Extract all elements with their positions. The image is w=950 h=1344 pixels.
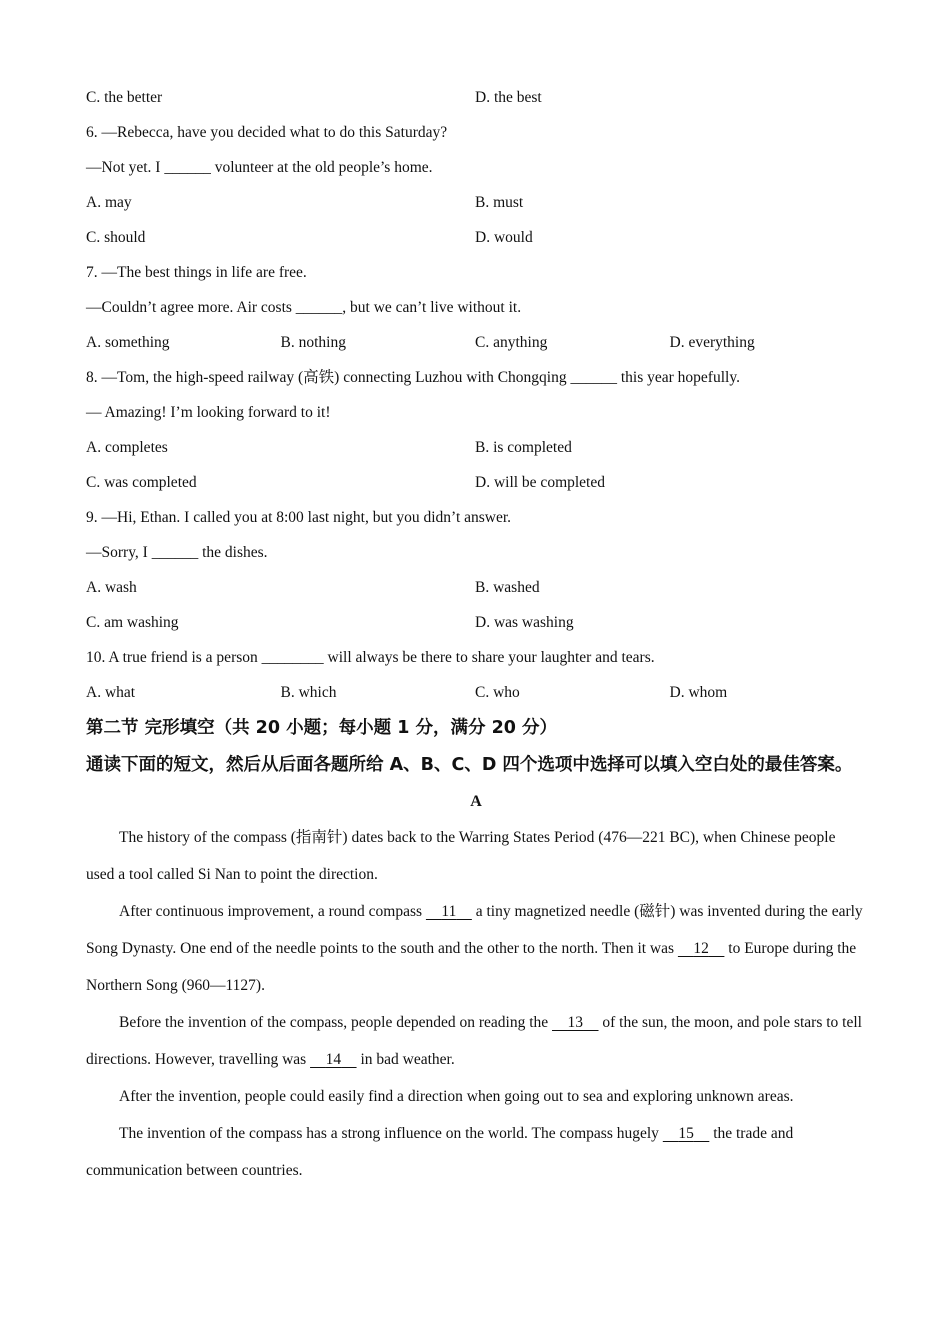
blank-15[interactable] xyxy=(663,1125,710,1142)
blank-number: 12 xyxy=(693,940,709,957)
q6-reply: —Not yet. I ______ volunteer at the old people’s home. xyxy=(86,159,433,176)
q9-option-b[interactable]: B. washed xyxy=(475,579,540,596)
q10-options xyxy=(86,675,866,710)
blank-11[interactable] xyxy=(426,903,472,920)
q6-options-ab xyxy=(86,185,866,220)
passage-paragraph-5 xyxy=(86,1115,866,1189)
q10-stem: 10. A true friend is a person ________ will always be there to share your laughter and tears. xyxy=(86,649,655,666)
blank-13[interactable] xyxy=(552,1014,599,1031)
passage-paragraph-3 xyxy=(86,1004,866,1078)
passage-paragraph-4: After the invention, people could easily find a direction when going out to sea and exploring unknown areas. xyxy=(119,1088,794,1105)
q8-stem: 8. —Tom, the high-speed railway (高铁) connecting Luzhou with Chongqing ______ this year hopefully. xyxy=(86,369,740,386)
exam-page xyxy=(86,80,866,1189)
q8-option-b[interactable]: B. is completed xyxy=(475,439,572,456)
q9-stem: 9. —Hi, Ethan. I called you at 8:00 last night, but you didn’t answer. xyxy=(86,509,512,526)
paragraph-text: in bad weather. xyxy=(356,1051,455,1068)
q9-option-c[interactable]: C. am washing xyxy=(86,614,179,631)
q7-option-d[interactable]: D. everything xyxy=(669,334,755,351)
q5-option-c[interactable]: C. the better xyxy=(86,89,163,106)
q7-option-b[interactable]: B. nothing xyxy=(280,334,346,351)
section-title: 第二节 完形填空（共 20 小题；每小题 1 分，满分 20 分） xyxy=(86,718,558,738)
q10-option-b[interactable]: B. which xyxy=(280,684,337,701)
q6-option-a[interactable]: A. may xyxy=(86,194,132,211)
q10-option-a[interactable]: A. what xyxy=(86,684,136,701)
blank-number: 14 xyxy=(325,1051,342,1068)
q10-option-d[interactable]: D. whom xyxy=(669,684,728,701)
q9-option-d[interactable]: D. was washing xyxy=(475,614,574,631)
passage-label: A xyxy=(470,793,482,810)
q8-option-a[interactable]: A. completes xyxy=(86,439,168,456)
paragraph-text: a tiny magnetized needle (磁针) was invented during the early Song Dynasty. One end of the needle points to the south and the other to the north. Then it was xyxy=(86,903,863,957)
blank-number: 15 xyxy=(678,1125,694,1142)
paragraph-text: of the sun, the moon, and pole stars to tell directions. However, travelling was xyxy=(86,1014,862,1068)
q10-option-c[interactable]: C. who xyxy=(475,684,520,701)
q5-options-cd xyxy=(86,80,866,115)
q8-reply: — Amazing! I’m looking forward to it! xyxy=(86,404,331,421)
q7-option-c[interactable]: C. anything xyxy=(475,334,548,351)
paragraph-text: the trade and communication between countries. xyxy=(86,1125,794,1179)
q7-option-a[interactable]: A. something xyxy=(86,334,170,351)
q9-option-a[interactable]: A. wash xyxy=(86,579,137,596)
passage-paragraph-1: The history of the compass (指南针) dates back to the Warring States Period (476—221 BC), when Chinese people used a tool called Si Nan to point the direction. xyxy=(86,829,836,883)
q7-stem: 7. —The best things in life are free. xyxy=(86,264,307,281)
blank-number: 11 xyxy=(441,903,457,920)
q6-stem: 6. —Rebecca, have you decided what to do this Saturday? xyxy=(86,124,448,141)
q6-option-c[interactable]: C. should xyxy=(86,229,146,246)
q9-reply: —Sorry, I ______ the dishes. xyxy=(86,544,268,561)
q7-reply: —Couldn’t agree more. Air costs ______, but we can’t live without it. xyxy=(86,299,522,316)
q6-option-d[interactable]: D. would xyxy=(475,229,533,246)
blank-14[interactable] xyxy=(310,1051,357,1068)
q9-options-cd xyxy=(86,605,866,640)
q8-options-ab xyxy=(86,430,866,465)
q8-option-c[interactable]: C. was completed xyxy=(86,474,197,491)
paragraph-text: to Europe during the Northern Song (960—1127). xyxy=(86,940,857,994)
q5-option-d[interactable]: D. the best xyxy=(475,89,542,106)
q6-option-b[interactable]: B. must xyxy=(475,194,524,211)
paragraph-text: The invention of the compass has a strong influence on the world. The compass hugely xyxy=(119,1125,663,1142)
q8-options-cd xyxy=(86,465,866,500)
q6-options-cd xyxy=(86,220,866,255)
blank-12[interactable] xyxy=(678,940,725,957)
q8-option-d[interactable]: D. will be completed xyxy=(475,474,605,491)
passage-paragraph-2 xyxy=(86,893,866,1004)
paragraph-text: After continuous improvement, a round compass xyxy=(119,903,426,920)
q7-options xyxy=(86,325,866,360)
section-instruction: 通读下面的短文，然后从后面各题所给 A、B、C、D 四个选项中选择可以填入空白处的最佳答案。 xyxy=(86,755,853,775)
blank-number: 13 xyxy=(567,1014,584,1031)
paragraph-text: Before the invention of the compass, people depended on reading the xyxy=(119,1014,553,1031)
q9-options-ab xyxy=(86,570,866,605)
